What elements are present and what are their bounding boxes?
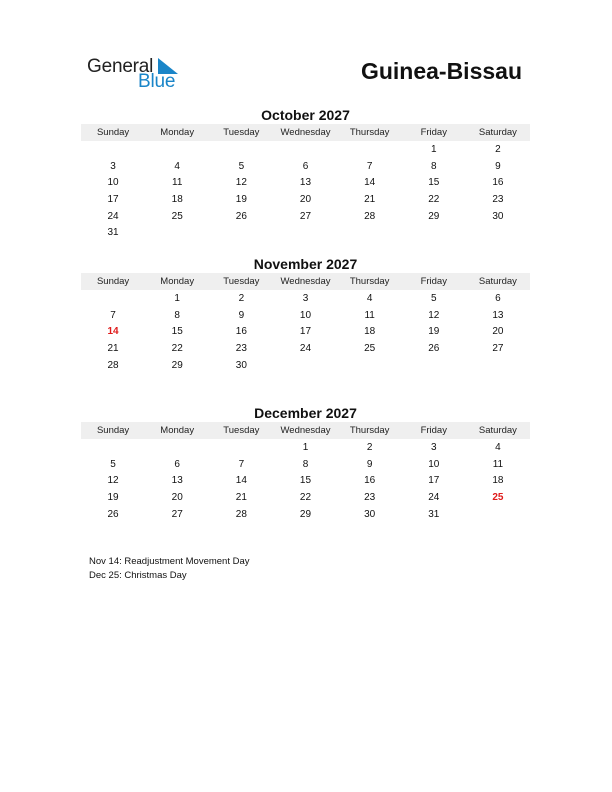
day-cell: 7 (238, 458, 245, 470)
day-cell: 2 (495, 143, 501, 155)
weekday-header: Sunday (81, 422, 145, 439)
day-cell: 1 (174, 292, 180, 304)
week-row (81, 489, 530, 506)
empty-day-cell (338, 141, 402, 158)
weekday-header: Saturday (466, 273, 530, 290)
month-title: November 2027 (253, 256, 358, 272)
weekday-header: Saturday (466, 124, 530, 141)
day-cell: 24 (299, 342, 312, 354)
day-cell: 3 (110, 160, 116, 172)
empty-day-cell (338, 224, 402, 241)
day-cell: 11 (172, 177, 183, 189)
week-row (81, 224, 530, 241)
day-cell: 27 (299, 210, 312, 222)
day-cell: 16 (364, 475, 376, 487)
week-row (81, 141, 530, 158)
empty-day-cell (81, 141, 145, 158)
weekday-header: Thursday (338, 124, 402, 141)
day-cell: 6 (495, 292, 501, 304)
day-cell: 11 (364, 309, 375, 321)
day-cell: 21 (107, 342, 119, 354)
day-cell: 14 (235, 475, 247, 487)
day-cell: 12 (428, 309, 440, 321)
week-row (81, 191, 530, 208)
weekday-header: Monday (145, 273, 209, 290)
day-cell: 5 (238, 160, 245, 172)
day-cell: 1 (430, 143, 437, 155)
day-cell: 4 (495, 441, 501, 453)
day-cell: 25 (364, 342, 376, 354)
day-cell: 17 (299, 326, 312, 338)
day-cell: 30 (492, 210, 504, 222)
month-grid (81, 124, 530, 241)
day-cell: 16 (235, 326, 247, 338)
day-cell: 13 (492, 309, 504, 321)
weekday-header: Tuesday (209, 422, 273, 439)
week-row (81, 323, 530, 340)
weekday-header: Friday (402, 422, 466, 439)
day-cell: 2 (238, 292, 245, 304)
day-cell: 29 (428, 210, 440, 222)
month-title: October 2027 (261, 107, 350, 123)
week-row (81, 158, 530, 175)
day-cell: 29 (171, 359, 183, 371)
day-cell: 30 (364, 508, 376, 520)
week-row (81, 472, 530, 489)
day-cell: 19 (235, 193, 247, 205)
empty-day-cell (402, 224, 466, 241)
day-cell: 27 (492, 342, 504, 354)
empty-day-cell (145, 439, 209, 456)
day-cell: 8 (430, 160, 437, 172)
day-cell: 3 (430, 441, 437, 453)
day-cell: 15 (299, 475, 312, 487)
week-row (81, 307, 530, 324)
day-cell: 18 (171, 193, 183, 205)
empty-day-cell (209, 439, 273, 456)
week-row (81, 506, 530, 523)
day-cell: 23 (364, 491, 376, 503)
empty-day-cell (402, 357, 466, 374)
day-cell: 31 (428, 508, 440, 520)
empty-day-cell (273, 141, 337, 158)
day-cell: 23 (492, 193, 504, 205)
day-cell: 31 (107, 227, 119, 239)
week-row (81, 208, 530, 225)
day-cell: 22 (428, 193, 440, 205)
empty-day-cell (209, 224, 273, 241)
empty-day-cell (209, 141, 273, 158)
day-cell: 24 (107, 210, 119, 222)
weekday-header: Friday (402, 124, 466, 141)
day-cell: 26 (107, 508, 119, 520)
day-cell: 22 (171, 342, 183, 354)
country-title: Guinea-Bissau (360, 58, 522, 84)
empty-day-cell (338, 357, 402, 374)
empty-day-cell (466, 506, 530, 523)
week-row (81, 174, 530, 191)
day-cell: 12 (235, 177, 247, 189)
day-cell: 26 (428, 342, 440, 354)
logo (87, 56, 187, 92)
day-cell: 15 (428, 177, 440, 189)
day-cell: 15 (171, 326, 183, 338)
day-cell: 10 (428, 458, 440, 470)
day-cell: 22 (299, 491, 312, 503)
day-cell: 9 (366, 458, 373, 470)
day-cell: 28 (364, 210, 376, 222)
logo-text-general: General (87, 56, 154, 77)
weekday-header: Tuesday (209, 273, 273, 290)
day-cell: 23 (235, 342, 247, 354)
month-block (81, 255, 530, 373)
day-cell: 18 (492, 475, 504, 487)
week-row (81, 290, 530, 307)
day-cell: 28 (235, 508, 247, 520)
day-cell: 3 (302, 292, 309, 304)
week-row (81, 340, 530, 357)
weekday-header: Sunday (81, 124, 145, 141)
weekday-header: Tuesday (209, 124, 273, 141)
day-cell: 4 (366, 292, 373, 304)
day-cell: 13 (171, 475, 183, 487)
empty-day-cell (466, 224, 530, 241)
month-grid (81, 273, 530, 373)
day-cell: 17 (107, 193, 119, 205)
day-cell: 9 (238, 309, 245, 321)
day-cell: 20 (299, 193, 312, 205)
weekday-header: Wednesday (273, 124, 337, 141)
day-cell: 20 (171, 491, 183, 503)
day-cell: 21 (364, 193, 376, 205)
weekday-header: Wednesday (273, 422, 337, 439)
empty-day-cell (145, 224, 209, 241)
month-block (81, 106, 530, 241)
day-cell: 4 (174, 160, 180, 172)
month-grid (81, 422, 530, 522)
day-cell: 10 (299, 309, 312, 321)
empty-day-cell (81, 439, 145, 456)
day-cell: 2 (366, 441, 373, 453)
day-cell: 12 (107, 475, 119, 487)
week-row (81, 456, 530, 473)
day-cell: 5 (110, 458, 116, 470)
holiday-day-cell: 14 (107, 326, 119, 338)
logo-text-blue: Blue (138, 71, 176, 92)
day-cell: 29 (299, 508, 312, 520)
weekday-header: Sunday (81, 273, 145, 290)
day-cell: 14 (364, 177, 376, 189)
day-cell: 18 (364, 326, 376, 338)
weekday-header: Thursday (338, 273, 402, 290)
day-cell: 16 (492, 177, 504, 189)
weekday-header: Thursday (338, 422, 402, 439)
day-cell: 30 (235, 359, 247, 371)
weekday-header: Monday (145, 422, 209, 439)
week-row (81, 439, 530, 456)
day-cell: 8 (174, 309, 180, 321)
day-cell: 27 (171, 508, 183, 520)
day-cell: 7 (110, 309, 116, 321)
day-cell: 5 (430, 292, 437, 304)
day-cell: 19 (107, 491, 119, 503)
holiday-day-cell: 25 (492, 491, 504, 503)
empty-day-cell (273, 224, 337, 241)
day-cell: 7 (366, 160, 373, 172)
day-cell: 25 (171, 210, 183, 222)
weekday-header: Wednesday (273, 273, 337, 290)
weekday-header: Monday (145, 124, 209, 141)
week-row (81, 357, 530, 374)
day-cell: 19 (428, 326, 440, 338)
month-title: December 2027 (254, 405, 357, 421)
day-cell: 13 (299, 177, 312, 189)
day-cell: 17 (428, 475, 440, 487)
day-cell: 24 (428, 491, 440, 503)
day-cell: 8 (302, 458, 309, 470)
day-cell: 26 (235, 210, 247, 222)
holiday-notes (89, 555, 250, 583)
empty-day-cell (466, 357, 530, 374)
holiday-note: Nov 14: Readjustment Movement Day (89, 556, 250, 567)
day-cell: 20 (492, 326, 504, 338)
empty-day-cell (81, 290, 145, 307)
empty-day-cell (273, 357, 337, 374)
day-cell: 11 (492, 458, 504, 470)
day-cell: 28 (107, 359, 119, 371)
weekday-header: Friday (402, 273, 466, 290)
weekday-header: Saturday (466, 422, 530, 439)
holiday-note: Dec 25: Christmas Day (89, 570, 187, 581)
day-cell: 1 (302, 441, 309, 453)
day-cell: 6 (174, 458, 180, 470)
month-block (81, 404, 530, 522)
empty-day-cell (145, 141, 209, 158)
day-cell: 6 (302, 160, 309, 172)
day-cell: 9 (495, 160, 501, 172)
day-cell: 21 (235, 491, 247, 503)
day-cell: 10 (107, 177, 119, 189)
